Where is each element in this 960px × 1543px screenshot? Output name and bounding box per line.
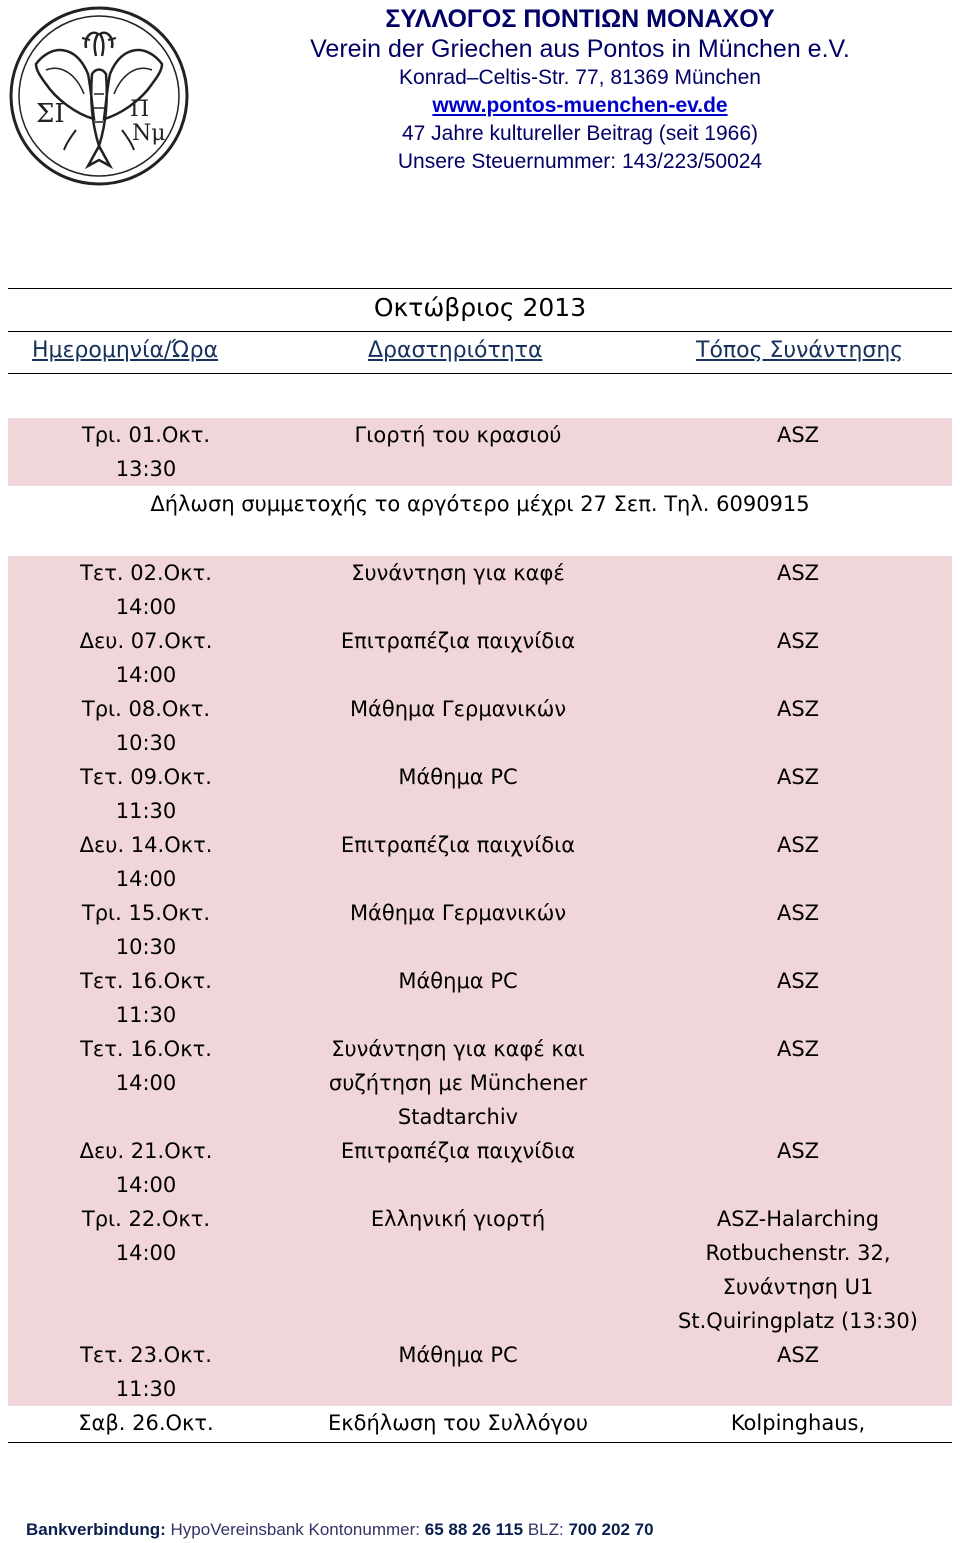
event-date: Τετ. 02.Οκτ. bbox=[80, 561, 212, 585]
event-date-cell bbox=[28, 760, 264, 828]
bank-details bbox=[26, 1520, 654, 1540]
event-date-cell bbox=[28, 1032, 264, 1100]
event-location-line: St.Quiringplatz (13:30) bbox=[678, 1309, 918, 1333]
bank-name: HypoVereinsbank Kontonummer: bbox=[170, 1520, 421, 1539]
event-activity bbox=[298, 556, 618, 590]
event-date: Τρι. 22.Οκτ. bbox=[81, 1207, 211, 1231]
event-location-line: Kolpinghaus, bbox=[730, 1411, 866, 1435]
svg-text:ΣΙ: ΣΙ bbox=[36, 99, 65, 129]
event-time: 14:00 bbox=[115, 595, 177, 619]
event-activity bbox=[298, 692, 618, 726]
event-location-line: ASZ bbox=[776, 833, 820, 857]
event-activity-line: Ελληνική γιορτή bbox=[370, 1207, 546, 1231]
event-location bbox=[648, 418, 948, 452]
event-row bbox=[8, 964, 952, 1032]
event-row bbox=[8, 624, 952, 692]
event-activity-line: Μάθημα PC bbox=[398, 1343, 518, 1367]
event-date: Σαβ. 26.Οκτ. bbox=[78, 1411, 214, 1435]
event-row bbox=[8, 828, 952, 896]
event-activity bbox=[298, 896, 618, 930]
event-location-line: ASZ bbox=[776, 969, 820, 993]
event-activity-line: Μάθημα Γερμανικών bbox=[349, 697, 567, 721]
event-time: 14:00 bbox=[115, 663, 177, 687]
event-row bbox=[8, 1406, 952, 1440]
event-row bbox=[8, 692, 952, 760]
event-location bbox=[648, 1202, 948, 1338]
event-date: Τρι. 01.Οκτ. bbox=[81, 423, 211, 447]
event-location bbox=[648, 1338, 948, 1372]
event-activity-line: Εκδήλωση του Συλλόγου bbox=[328, 1411, 588, 1435]
event-location-line: ASZ bbox=[776, 765, 820, 789]
event-time: 13:30 bbox=[115, 457, 177, 481]
account-number: 65 88 26 115 bbox=[424, 1520, 524, 1539]
registration-note: Δήλωση συμμετοχής το αργότερο μέχρι 27 Σεπ. Τηλ. 6090915 bbox=[150, 492, 810, 516]
column-header-activity: Δραστηριότητα bbox=[368, 338, 543, 363]
event-date-cell bbox=[28, 896, 264, 964]
event-activity bbox=[298, 964, 618, 998]
event-date-cell bbox=[28, 556, 264, 624]
website-link[interactable]: www.pontos-muenchen-ev.de bbox=[432, 94, 728, 117]
event-activity bbox=[298, 760, 618, 794]
event-location-line: ASZ bbox=[776, 561, 820, 585]
tax-number: Unsere Steuernummer: 143/223/50024 bbox=[397, 150, 763, 173]
event-location-line: ASZ bbox=[776, 697, 820, 721]
event-row bbox=[8, 556, 952, 624]
event-location bbox=[648, 1406, 948, 1440]
association-logo bbox=[6, 4, 192, 188]
event-location-line: ASZ-Halarching bbox=[716, 1207, 880, 1231]
event-row bbox=[8, 1338, 952, 1406]
association-address: Konrad–Celtis-Str. 77, 81369 München bbox=[399, 66, 761, 89]
event-date: Τετ. 16.Οκτ. bbox=[80, 969, 212, 993]
blz-number: 700 202 70 bbox=[568, 1520, 654, 1539]
event-activity-line: Επιτραπέζια παιχνίδια bbox=[340, 833, 576, 857]
event-row bbox=[8, 760, 952, 828]
event-row bbox=[8, 1134, 952, 1202]
event-date-cell bbox=[28, 418, 264, 486]
association-tagline: 47 Jahre kultureller Beitrag (seit 1966) bbox=[401, 122, 758, 145]
column-header-location: Τόπος Συνάντησης bbox=[696, 338, 904, 363]
event-activity-line: Επιτραπέζια παιχνίδια bbox=[340, 1139, 576, 1163]
event-location-line: Συνάντηση U1 bbox=[722, 1275, 874, 1299]
event-time: 14:00 bbox=[115, 1173, 177, 1197]
event-activity-line: συζήτηση με Münchener bbox=[328, 1071, 588, 1095]
event-activity-line: Επιτραπέζια παιχνίδια bbox=[340, 629, 576, 653]
svg-text:Νμ: Νμ bbox=[132, 121, 166, 146]
event-location-line: ASZ bbox=[776, 423, 820, 447]
event-activity bbox=[298, 1202, 618, 1236]
event-activity bbox=[298, 418, 618, 452]
event-location bbox=[648, 1134, 948, 1168]
event-time: 14:00 bbox=[115, 1241, 177, 1265]
event-date-cell bbox=[28, 1338, 264, 1406]
event-activity-line: Μάθημα PC bbox=[398, 765, 518, 789]
event-time: 11:30 bbox=[115, 799, 177, 823]
event-location-line: ASZ bbox=[776, 901, 820, 925]
event-location-line: Rotbuchenstr. 32, bbox=[705, 1241, 891, 1265]
event-row bbox=[8, 896, 952, 964]
event-activity-line: Stadtarchiv bbox=[397, 1105, 519, 1129]
event-date-cell bbox=[28, 964, 264, 1032]
event-location bbox=[648, 896, 948, 930]
month-title: Οκτώβριος 2013 bbox=[373, 293, 587, 322]
event-activity bbox=[298, 1406, 618, 1440]
event-time: 14:00 bbox=[115, 1071, 177, 1095]
event-date: Τρι. 15.Οκτ. bbox=[81, 901, 211, 925]
association-header bbox=[300, 4, 860, 176]
event-activity-line: Μάθημα Γερμανικών bbox=[349, 901, 567, 925]
event-time: 14:00 bbox=[115, 867, 177, 891]
event-date: Τετ. 23.Οκτ. bbox=[80, 1343, 212, 1367]
event-date-cell bbox=[28, 828, 264, 896]
event-activity-line: Μάθημα PC bbox=[398, 969, 518, 993]
event-activity-line: Γιορτή του κρασιού bbox=[354, 423, 562, 447]
association-name-german: Verein der Griechen aus Pontos in München e.V. bbox=[310, 35, 850, 63]
event-activity bbox=[298, 1338, 618, 1372]
event-date-cell bbox=[28, 1134, 264, 1202]
event-date-cell bbox=[28, 1406, 264, 1440]
event-date: Τετ. 09.Οκτ. bbox=[80, 765, 212, 789]
event-activity bbox=[298, 828, 618, 862]
event-time: 11:30 bbox=[115, 1003, 177, 1027]
event-location bbox=[648, 964, 948, 998]
event-location-line: ASZ bbox=[776, 1343, 820, 1367]
divider bbox=[8, 288, 952, 289]
event-time: 11:30 bbox=[115, 1377, 177, 1401]
event-row bbox=[8, 1202, 952, 1338]
event-location bbox=[648, 760, 948, 794]
event-date: Δευ. 07.Οκτ. bbox=[79, 629, 213, 653]
divider bbox=[8, 373, 952, 374]
event-date-cell bbox=[28, 624, 264, 692]
event-activity-line: Συνάντηση για καφέ και bbox=[331, 1037, 585, 1061]
event-date-cell bbox=[28, 1202, 264, 1270]
event-location bbox=[648, 692, 948, 726]
divider bbox=[8, 1442, 952, 1443]
blz-label: BLZ: bbox=[527, 1520, 564, 1539]
event-time: 10:30 bbox=[115, 731, 177, 755]
event-activity bbox=[298, 1032, 618, 1134]
column-header-date: Ημερομηνία/Ώρα bbox=[32, 338, 219, 363]
event-date: Τρι. 08.Οκτ. bbox=[81, 697, 211, 721]
bank-label: Bankverbindung: bbox=[26, 1520, 166, 1539]
double-headed-eagle-emblem-icon bbox=[6, 4, 192, 188]
event-date: Δευ. 14.Οκτ. bbox=[79, 833, 213, 857]
event-activity bbox=[298, 624, 618, 658]
event-date: Τετ. 16.Οκτ. bbox=[80, 1037, 212, 1061]
event-row bbox=[8, 418, 952, 486]
divider bbox=[8, 331, 952, 332]
association-name: ΣΥΛΛΟΓΟΣ ΠΟΝΤΙΩΝ ΜΟΝΑΧΟΥ bbox=[385, 5, 775, 33]
event-activity bbox=[298, 1134, 618, 1168]
event-location bbox=[648, 828, 948, 862]
event-date: Δευ. 21.Οκτ. bbox=[79, 1139, 213, 1163]
event-location-line: ASZ bbox=[776, 1139, 820, 1163]
event-time: 10:30 bbox=[115, 935, 177, 959]
event-location-line: ASZ bbox=[776, 1037, 820, 1061]
event-location bbox=[648, 624, 948, 658]
event-activity-line: Συνάντηση για καφέ bbox=[351, 561, 565, 585]
event-location-line: ASZ bbox=[776, 629, 820, 653]
svg-text:Π: Π bbox=[130, 97, 150, 122]
event-location bbox=[648, 1032, 948, 1066]
event-location bbox=[648, 556, 948, 590]
event-row bbox=[8, 1032, 952, 1134]
event-date-cell bbox=[28, 692, 264, 760]
